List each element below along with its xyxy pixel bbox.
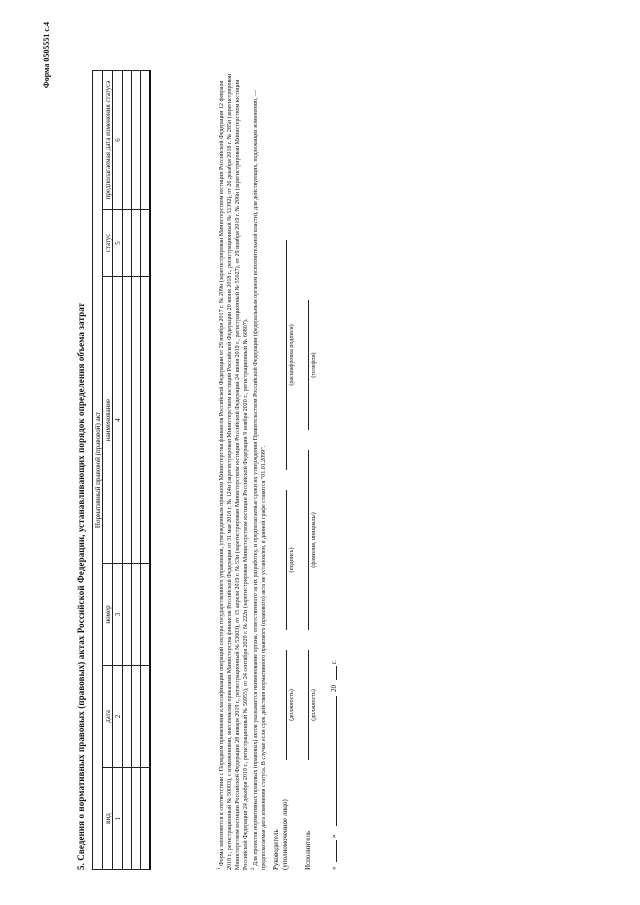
table-number-row — [113, 71, 123, 870]
table-cell[interactable] — [123, 666, 132, 768]
footnote-2-marker: 2 — [251, 867, 256, 870]
normative-acts-table — [92, 70, 151, 870]
table-cell[interactable] — [132, 71, 141, 210]
date-year-line[interactable] — [336, 666, 337, 680]
table-cell[interactable] — [141, 277, 151, 564]
table-group-header-row — [93, 71, 103, 870]
table-row — [132, 71, 141, 870]
table-cell[interactable] — [123, 564, 132, 666]
form-code: Форма 0505551 с.4 — [42, 22, 51, 89]
executor-name-caption: (фамилия, инициалы) — [311, 512, 317, 568]
head-signature-caption: (подпись) — [289, 547, 295, 573]
col-number: 5 — [113, 210, 123, 277]
footnote-2-text: Для проектов нормативных правовых (правовых) актов указывается наименование органа, ответственного за их разработку, и предполагаемые сроки их утверждения Правительством Российской Федерации (федеральным органом исполнительной власти), для действующих, подлежащих изменению, — предполагаемая дата изменения статуса. В случае если срок действия нормативного правового (правового) акта не установлен, в данной графе ставится "01.01.2099". — [253, 89, 267, 870]
date-year-suffix: г. — [330, 660, 338, 664]
footnotes — [216, 70, 268, 870]
head-position-caption: (должность) — [289, 689, 295, 721]
head-label: Руководитель — [272, 829, 280, 870]
table-cell[interactable] — [123, 768, 132, 870]
table-cell[interactable] — [141, 666, 151, 768]
col-header-number: номер — [103, 564, 113, 666]
col-header-status-change-date: предполагаемая дата изменения статуса — [103, 71, 113, 210]
head-name-caption: (расшифровка подписи) — [289, 324, 295, 386]
col-header-kind: вид — [103, 768, 113, 870]
footnote-1-text: Форма заполняется в соответствии с Порядком применения классификации операций сектора государственного управления, утвержденным приказом Министерства финансов Российской Федерации от 29 ноября 2017 г. № 209н (зарегистрирован Министерством юстиции Российской Федерации 12 февраля 2018 г., регистрационный № 50003), с изменениями, внесенными приказами Министерства финансов Российской Федерации от 31 мая 2018 г. № 124н (зарегистрирован Министерством юстиции Российской Федерации 20 июня 2018 г., регистрационный № 51392), от 26 декабря 2018 г. № 285н (зарегистрирован Министерством юстиции Российской Федерации 28 января 2019 г., регистрационный № 53603), от 15 апреля 2019 г. № 53н (зарегистрирован Министерством юстиции Российской Федерации 24 июня 2019 г., регистрационный № 55027), от 29 ноября 2019 г. № 206н (зарегистрирован Министерством юстиции Российской Федерации 24 декабря 2019 г., регистрационный № 56955), от 24 сентября 2020 г. № 222н (зарегистрирован Министерством юстиции Российской Федерации 9 ноября 2020 г., регистрационный № 60807). — [219, 73, 249, 870]
date-day-line[interactable] — [336, 840, 337, 862]
executor-position-line[interactable] — [308, 650, 309, 760]
footnote-2 — [250, 70, 268, 870]
col-header-title: наименование — [103, 277, 113, 564]
table-cell[interactable] — [132, 564, 141, 666]
table-row — [123, 71, 132, 870]
footnote-1 — [216, 70, 250, 870]
executor-position-caption: (должность) — [311, 689, 317, 721]
footnote-1-marker: 1 — [217, 867, 222, 870]
table-cell[interactable] — [123, 277, 132, 564]
col-number: 2 — [113, 666, 123, 768]
table-cell[interactable] — [132, 277, 141, 564]
col-number: 1 — [113, 768, 123, 870]
table-cell[interactable] — [141, 210, 151, 277]
col-number: 6 — [113, 71, 123, 210]
group-header: Нормативный правовой (правовой) акт — [93, 71, 103, 870]
table-row — [141, 71, 151, 870]
table-cell[interactable] — [123, 71, 132, 210]
date-quote-close: » — [330, 834, 338, 838]
table-cell[interactable] — [132, 210, 141, 277]
col-header-date: дата — [103, 666, 113, 768]
executor-phone-caption: (телефон) — [311, 352, 317, 378]
head-signature-line[interactable] — [286, 490, 287, 630]
table-cell[interactable] — [123, 210, 132, 277]
head-label-sub: (уполномоченное лицо) — [281, 799, 289, 870]
head-name-line[interactable] — [286, 240, 287, 470]
date-year-prefix: 20 — [330, 685, 338, 692]
table-cell[interactable] — [132, 666, 141, 768]
date-quote-open: « — [330, 866, 338, 870]
date-month-line[interactable] — [336, 696, 337, 826]
head-position-line[interactable] — [286, 650, 287, 760]
table-header-row — [103, 71, 113, 870]
table-cell[interactable] — [132, 768, 141, 870]
col-number: 3 — [113, 564, 123, 666]
table-cell[interactable] — [141, 564, 151, 666]
signature-block — [272, 30, 592, 870]
executor-label: Исполнитель — [304, 830, 312, 870]
table-cell[interactable] — [141, 768, 151, 870]
col-header-status: статус — [103, 210, 113, 277]
executor-phone-line[interactable] — [308, 300, 309, 430]
rotated-form-content — [40, 22, 620, 870]
executor-name-line[interactable] — [308, 450, 309, 630]
section-title: 5. Сведения о нормативных правовых (правовых) актах Российской Федерации, устанавливающих порядок определения объема затрат — [76, 302, 86, 870]
table-cell[interactable] — [141, 71, 151, 210]
col-number: 4 — [113, 277, 123, 564]
